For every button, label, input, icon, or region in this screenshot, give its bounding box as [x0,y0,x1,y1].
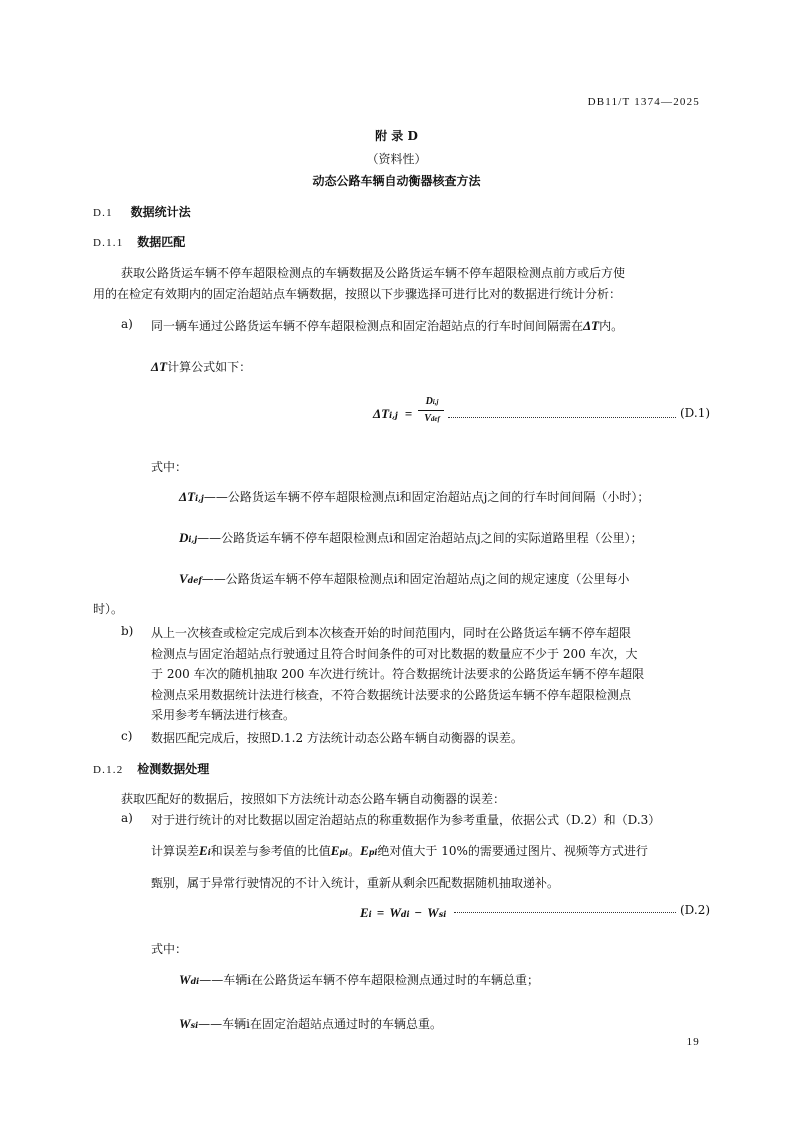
formula-d2 [360,902,446,921]
definition-text: ——公路货运车辆不停车超限检测点i和固定治超站点j之间的规定速度（公里每小 [201,572,630,586]
definition-subscript: di [190,976,200,986]
definition-text: ——车辆i在公路货运车辆不停车超限检测点通过时的车辆总重； [199,973,540,987]
definition-delta-t [179,488,649,505]
d11-intro-line2: 用的在检定有效期内的固定治超站点车辆数据，按照以下步骤选择可进行比对的数据进行统计分析： [93,287,622,301]
equals-sign: = [404,406,413,421]
section-title: 检测数据处理 [137,762,210,776]
definition-text: ——车辆i在固定治超站点通过时的车辆总重。 [198,1017,442,1031]
appendix-label: 附 录 D [375,129,418,143]
numerator-subscript: i,j [432,398,439,406]
formula-d1-denominator [418,413,446,424]
section-d12-heading [93,760,209,777]
text-segment: 。 [348,844,361,858]
list-item-b-line2: 检测点与固定治超站点行驶通过且符合时间条件的可对比数据的数量应不少于 200 车次，大 [151,647,638,661]
d11-intro-line1: 获取公路货运车辆不停车超限检测点的车辆数据及公路货运车辆不停车超限检测点前方或后方使 [121,266,626,280]
definition-wdi [179,971,539,988]
list-item-b-line3: 于 200 车次的随机抽取 200 车次进行统计。符合数据统计法要求的公路货运车辆不停车超限 [151,667,645,681]
list-item-b-line4: 检测点采用数据统计法进行核查，不符合数据统计法要求的公路货运车辆不停车超限检测点 [151,688,632,702]
section-number: D.1 [93,207,113,219]
text-segment: 计算误差 [151,844,200,858]
list-label-a: a) [121,317,133,331]
formula-symbol: W [427,905,439,920]
section-number: D.1.2 [93,764,124,776]
definition-wsi [179,1015,442,1032]
leader-dots [454,912,676,913]
formula-symbol: ΔT [373,406,390,421]
delta-t-symbol: ΔT [583,318,600,333]
section-title: 数据统计法 [130,205,191,219]
leader-dots [448,417,676,418]
formula-subscript: i,j [389,410,398,420]
section-title: 数据匹配 [137,235,186,249]
definition-subscript: i,j [195,493,204,503]
formula-subscript: di [400,909,410,919]
equals-sign: = [376,905,385,920]
formula-symbol: W [389,905,401,920]
ratio-symbol: E [330,843,340,858]
d12-list-item-a-line3: 甄别，属于异常行驶情况的不计入统计，重新从剩余匹配数据随机抽取递补。 [151,876,560,890]
doc-code: DB11/T 1374—2025 [587,96,700,108]
list-label-b: b) [121,624,134,638]
list-item-a [151,317,623,334]
definition-symbol: D [179,530,189,545]
where-label: 式中： [151,460,188,474]
definition-symbol: W [179,972,191,987]
definition-subscript: def [187,575,202,585]
definition-text: ——公路货运车辆不停车超限检测点i和固定治超站点j之间的行车时间间隔（小时）； [203,490,650,504]
where-label: 式中： [151,942,188,956]
definition-symbol: V [179,571,188,586]
list-item-a-suffix: 内。 [599,319,624,333]
list-label-c: c) [121,729,133,743]
formula-d2-tag: (D.2) [680,903,711,917]
formula-symbol: E [360,905,369,920]
list-item-b-line1: 从上一次核查或检定完成后到本次核查开始的时间范围内，同时在公路货运车辆不停车超限 [151,626,632,640]
d12-intro: 获取匹配好的数据后，按照如下方法统计动态公路车辆自动衡器的误差： [121,792,506,806]
appendix-nature: （资料性） [366,152,427,166]
d12-list-item-a-line1: 对于进行统计的对比数据以固定治超站点的称重数据作为参考重量，依据公式（D.2）和（D.3） [151,813,661,827]
ratio-subscript: pi [339,847,349,857]
definition-subscript: si [190,1020,199,1030]
delta-t-symbol: ΔT [151,359,168,374]
section-d11-heading [93,233,185,250]
ratio-subscript: pi [368,847,378,857]
definition-subscript: i,j [188,534,198,544]
list-item-a-text: 同一辆车通过公路货运车辆不停车超限检测点和固定治超站点的行车时间间隔需在 [151,319,584,333]
list-item-b-line5: 采用参考车辆法进行核查。 [151,708,296,722]
text-segment: 绝对值大于 10%的需要通过图片、视频等方式进行 [377,844,648,858]
minus-sign: − [414,905,423,920]
fraction-bar [418,410,444,411]
definition-v-continuation: 时）。 [93,602,124,616]
definition-v [179,570,629,587]
section-d1-heading [93,203,191,220]
error-subscript: i [207,847,211,857]
formula-d1-lhs [373,403,412,422]
formula-intro [151,358,251,375]
formula-d1-numerator [418,396,446,407]
error-symbol: E [199,843,208,858]
definition-text: ——公路货运车辆不停车超限检测点i和固定治超站点j之间的实际道路里程（公里）； [197,531,643,545]
definition-symbol: W [179,1016,191,1031]
list-item-c: 数据匹配完成后，按照D.1.2 方法统计动态公路车辆自动衡器的误差。 [151,731,523,745]
definition-symbol: ΔT [179,489,196,504]
formula-d1-tag: (D.1) [680,406,711,420]
formula-subscript: i [368,909,372,919]
text-segment: 和误差与参考值的比值 [210,844,331,858]
denominator-subscript: def [430,415,440,423]
page-number: 19 [686,1036,700,1048]
ratio-symbol: E [360,843,369,858]
denominator-symbol: V [424,413,431,424]
section-number: D.1.1 [93,237,124,249]
definition-d [179,529,643,546]
numerator-symbol: D [425,396,433,407]
formula-intro-text: 计算公式如下： [167,360,252,374]
formula-subscript: si [438,909,447,919]
d12-list-item-a-line2 [151,842,648,859]
appendix-title: 动态公路车辆自动衡器核查方法 [312,174,481,188]
d12-list-label-a: a) [121,811,133,825]
